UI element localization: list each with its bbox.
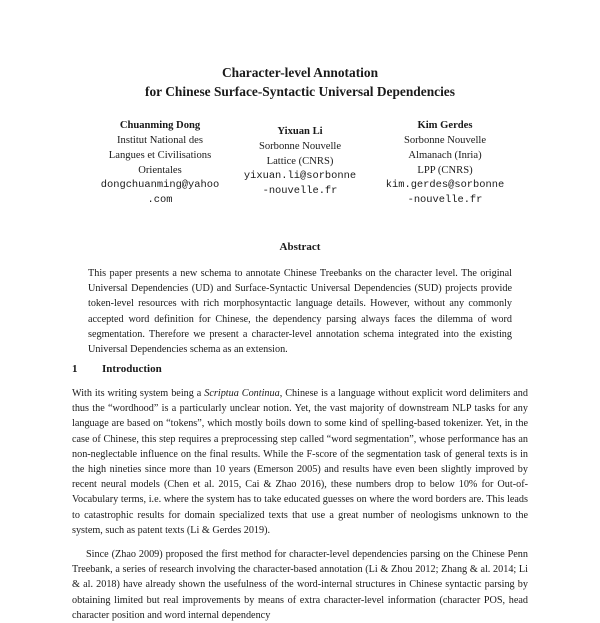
author-name: Kim Gerdes [417, 120, 473, 131]
author-block-dong [88, 118, 232, 208]
author-email: -nouvelle.fr [407, 194, 483, 206]
author-affiliation: Langues et Civilisations [108, 150, 212, 161]
author-block-gerdes [370, 118, 520, 208]
author-affiliation: Institut National des [117, 135, 203, 146]
author-name: Yixuan Li [277, 126, 323, 137]
intro-paragraph-2: Since (Zhao 2009) proposed the first method for character-level dependencies parsing on the Chinese Penn Treebank, a series of research involving the character-based annotation (Li & Zhou 2012; Zhang & al. 2014; Li & al. 2018) have already shown the usefulness of the word-internal structures in Chinese syntactic parsing by obtaining limited but real improvements by means of extra character-level information (character POS, head character position and word internal dependency [72, 549, 528, 621]
italic-term: Scriptua Continua [204, 388, 280, 399]
paper-title-line-2: for Chinese Surface-Syntactic Universal Dependencies [145, 84, 455, 99]
paragraph-text: With its writing system being a [72, 388, 205, 399]
author-affiliation: Almanach (Inria) [408, 150, 482, 161]
paper-title-line-1: Character-level Annotation [221, 65, 379, 80]
section-number: 1 [72, 363, 78, 375]
author-block-li [228, 124, 372, 199]
author-affiliation: LPP (CNRS) [417, 165, 473, 176]
author-name: Chuanming Dong [119, 120, 201, 131]
section-title: Introduction [102, 363, 162, 375]
author-affiliation: Orientales [138, 165, 182, 176]
paragraph-text: , Chinese is a language without explicit word delimiters and thus the “wordhood” is a particularly unclear notion. Yet, the vast majority of downstream NLP tasks for any language are based on “tokens”, which mostly boils down to some kind of spelling-based tokenizer. Yet, in the case of Chinese, this step requires a preprocessing step called “word segmentation”, whose performance has an non-neglectable influence on the final results. While the F-score of the segmentation task of general texts is in the high nineties since more than 10 years (Emerson 2005) and results have even been slightly improved by recent neural models (Chen et al. 2015, Cai & Zhao 2016), these numbers drop to below 10% for Out-of-Vocabulary terms, i.e. where the system has to take educated guesses on where the word borders are. This leads to catastrophic results for domain specialized texts that use a great number of neologisms unknown to the system, such as patent texts (Li & Gerdes 2019). [72, 388, 528, 536]
author-affiliation: Lattice (CNRS) [266, 156, 334, 167]
author-affiliation: Sorbonne Nouvelle [403, 135, 487, 146]
author-email: .com [147, 194, 173, 206]
intro-paragraph-1 [72, 386, 528, 538]
abstract-text: This paper presents a new schema to annotate Chinese Treebanks on the character level. The original Universal Dependencies (UD) and Surface-Syntactic Universal Dependencies (SUD) projects provide token-level resources with rich morphosyntactic language details. However, without any commonly accepted word definition for Chinese, the dependency parsing always faces the dilemma of word segmentation. Therefore we present a character-level annotation schema integrated into the existing Universal Dependencies schema as an extension. [88, 268, 512, 356]
author-affiliation: Sorbonne Nouvelle [258, 141, 342, 152]
author-email: -nouvelle.fr [262, 185, 338, 197]
author-email: dongchuanming@yahoo [100, 179, 220, 191]
section-heading-introduction [72, 362, 162, 377]
author-email: yixuan.li@sorbonne [243, 170, 357, 182]
abstract-heading: Abstract [279, 241, 321, 253]
author-email: kim.gerdes@sorbonne [385, 179, 505, 191]
